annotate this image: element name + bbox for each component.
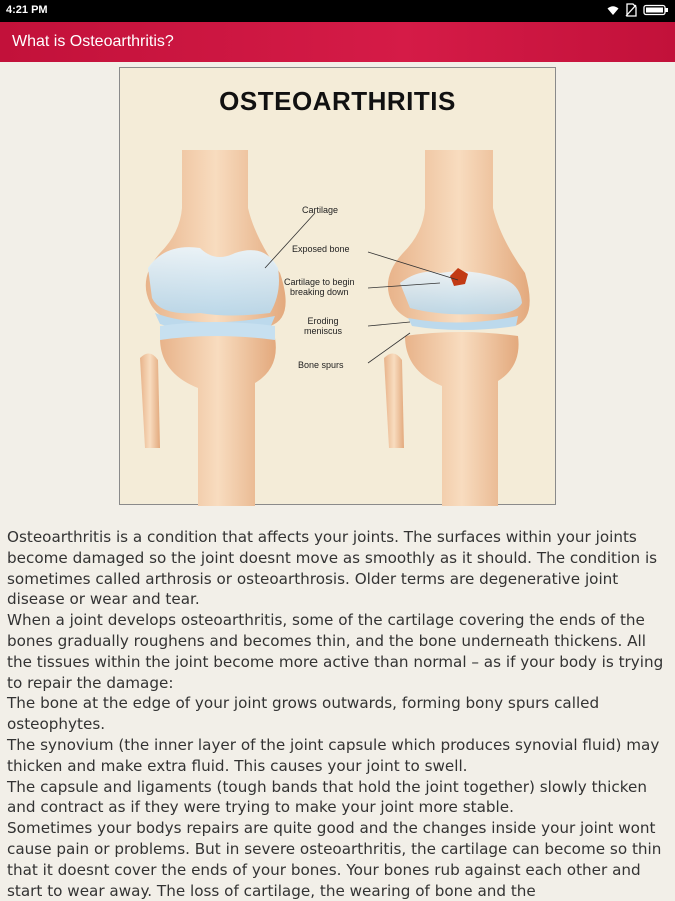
label-cartilage-breaking-down: Cartilage to begin breaking down: [284, 277, 355, 297]
osteoarthritis-knee: [384, 150, 530, 506]
no-sim-icon: [625, 3, 637, 17]
status-bar: [0, 0, 675, 22]
page-title: What is Osteoarthritis?: [12, 33, 174, 50]
label-cartilage: Cartilage: [302, 205, 339, 215]
label-bone-spurs: Bone spurs: [298, 360, 344, 370]
paragraph: The capsule and ligaments (tough bands that hold the joint together) slowly thicken and contract as if they were trying to make your joint more stable.: [7, 777, 647, 817]
status-icons: [607, 3, 669, 17]
app-bar: [0, 22, 675, 62]
status-time: 4:21 PM: [6, 4, 48, 16]
article-body: [7, 527, 667, 901]
paragraph: Osteoarthritis is a condition that affects your joints. The surfaces within your joints become damaged so the joint doesnt move as smoothly as it should. The condition is sometimes called arthrosis or osteoarthrosis. Older terms are degenerative joint disease or wear and tear.: [7, 528, 658, 609]
paragraph: When a joint develops osteoarthritis, some of the cartilage covering the ends of the bones gradually roughens and becomes thin, and the bone underneath thickens. All the tissues within the joint become more active than normal – as if your body is trying to repair the damage:: [7, 611, 664, 692]
label-eroding-meniscus: Eroding meniscus: [304, 316, 343, 336]
paragraph: The bone at the edge of your joint grows outwards, forming bony spurs called osteophytes.: [7, 694, 600, 734]
paragraph: Sometimes your bodys repairs are quite good and the changes inside your joint wont cause pain or problems. But in severe osteoarthritis, the cartilage can become so thin that it doesnt cover the ends of your bones. Your bones rub against each other and start to wear away. The loss of cartilage, the wearing of bone and the: [7, 819, 662, 900]
illustration-title: OSTEOARTHRITIS: [219, 86, 456, 116]
healthy-knee: [140, 150, 286, 506]
paragraph: The synovium (the inner layer of the joint capsule which produces synovial fluid) may thicken and make extra fluid. This causes your joint to swell.: [7, 735, 660, 775]
osteoarthritis-illustration: [119, 67, 556, 505]
wifi-icon: [607, 4, 619, 16]
battery-icon: [643, 4, 669, 16]
label-exposed-bone: Exposed bone: [292, 244, 350, 254]
